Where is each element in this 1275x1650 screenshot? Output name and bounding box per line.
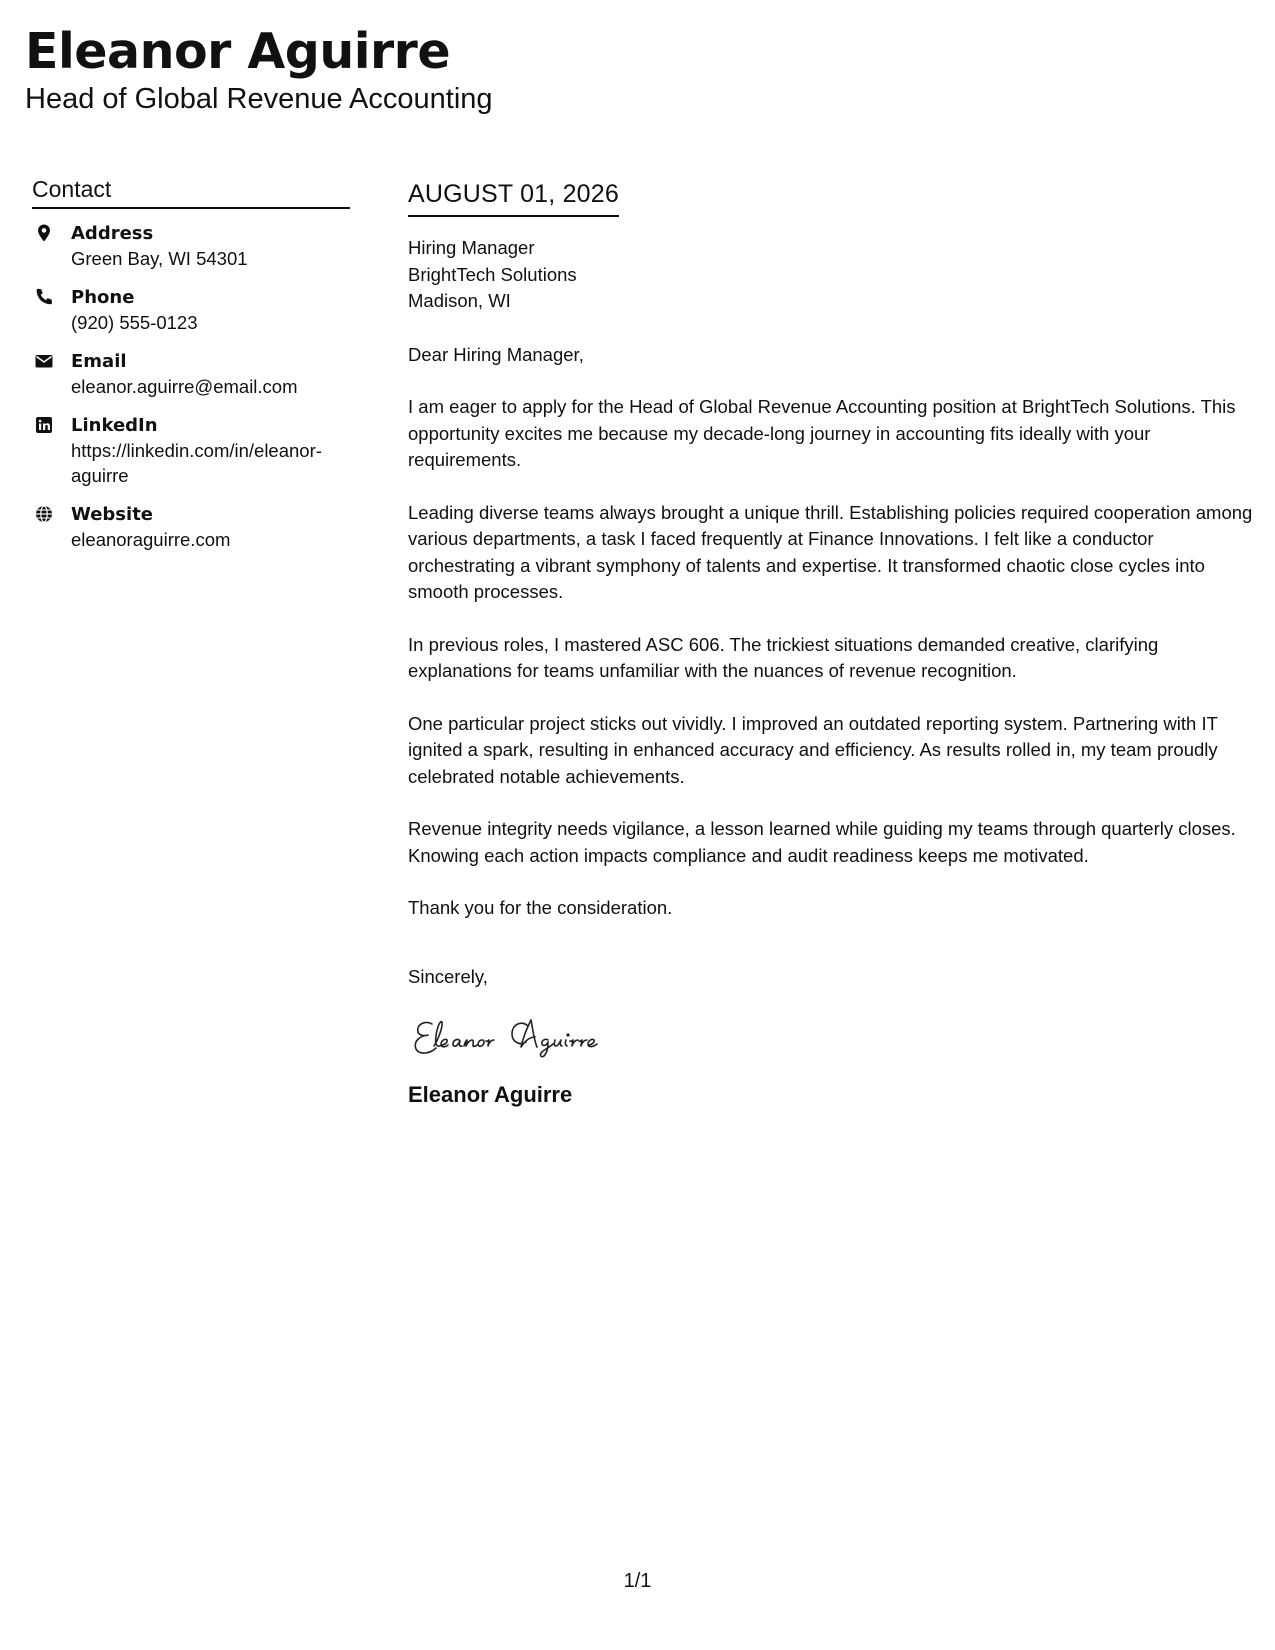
contact-label: Phone — [71, 287, 135, 308]
letter-paragraph: In previous roles, I mastered ASC 606. The trickiest situations demanded creative, clarifying explanations for teams unfamiliar with the nuances of revenue recognition. — [408, 633, 1159, 681]
letter-greeting: Dear Hiring Manager, — [408, 343, 584, 365]
contact-item-email — [32, 349, 350, 399]
map-pin-icon — [34, 223, 54, 243]
contact-label: LinkedIn — [71, 415, 158, 436]
contact-label: Email — [71, 351, 127, 372]
contact-label: Address — [71, 223, 154, 244]
letter-paragraph: Leading diverse teams always brought a unique thrill. Establishing policies required cooperation among various departments, a task I faced frequently at Finance Innovations. I felt like a conductor orchestrating a vibrant symphony of talents and expertise. It transformed chaotic close cycles into smooth processes. — [408, 501, 1253, 602]
globe-icon — [34, 504, 54, 524]
letter-body — [408, 178, 1253, 1109]
applicant-title: Head of Global Revenue Accounting — [25, 83, 493, 115]
letter-paragraph: Revenue integrity needs vigilance, a lesson learned while guiding my teams through quarterly closes. Knowing each action impacts compliance and audit readiness keeps me motivated. — [408, 818, 1236, 866]
letter-paragraph: One particular project sticks out vividly. I improved an outdated reporting system. Partnering with IT ignited a spark, resulting in enhanced accuracy and efficiency. As results rolled in, my team proudly celebrated notable achievements. — [408, 712, 1218, 787]
letter-date: AUGUST 01, 2026 — [408, 178, 619, 217]
resume-header — [25, 22, 493, 116]
contact-item-website — [32, 502, 350, 552]
contact-sidebar — [32, 175, 350, 566]
phone-icon — [34, 287, 54, 307]
contact-value[interactable]: eleanor.aguirre@email.com — [71, 376, 298, 397]
letter-paragraph: I am eager to apply for the Head of Global Revenue Accounting position at BrightTech Solutions. This opportunity excites me because my decade-long journey in accounting fits ideally with your requirements. — [408, 396, 1236, 470]
signer-name: Eleanor Aguirre — [408, 1082, 573, 1107]
letter-paragraph: Thank you for the consideration. — [408, 897, 673, 918]
contact-item-linkedin — [32, 413, 350, 488]
contact-heading: Contact — [32, 175, 350, 209]
handwritten-signature — [410, 1006, 670, 1068]
recipient-line: BrightTech Solutions — [408, 263, 577, 285]
applicant-name: Eleanor Aguirre — [25, 23, 451, 80]
recipient-line: Madison, WI — [408, 290, 511, 311]
contact-value[interactable]: eleanoraguirre.com — [71, 529, 231, 550]
envelope-icon — [34, 351, 54, 371]
contact-value[interactable]: https://linkedin.com/in/eleanor-aguirre — [71, 440, 322, 486]
recipient-line: Hiring Manager — [408, 237, 535, 258]
contact-value: Green Bay, WI 54301 — [71, 248, 248, 269]
contact-value: (920) 555-0123 — [71, 312, 198, 333]
contact-label: Website — [71, 504, 154, 525]
letter-closing: Sincerely, — [408, 965, 488, 987]
page-number: 1/1 — [623, 1570, 652, 1592]
linkedin-icon — [34, 415, 54, 435]
recipient-block — [408, 235, 1253, 315]
contact-item-phone — [32, 285, 350, 335]
contact-item-address — [32, 221, 350, 271]
